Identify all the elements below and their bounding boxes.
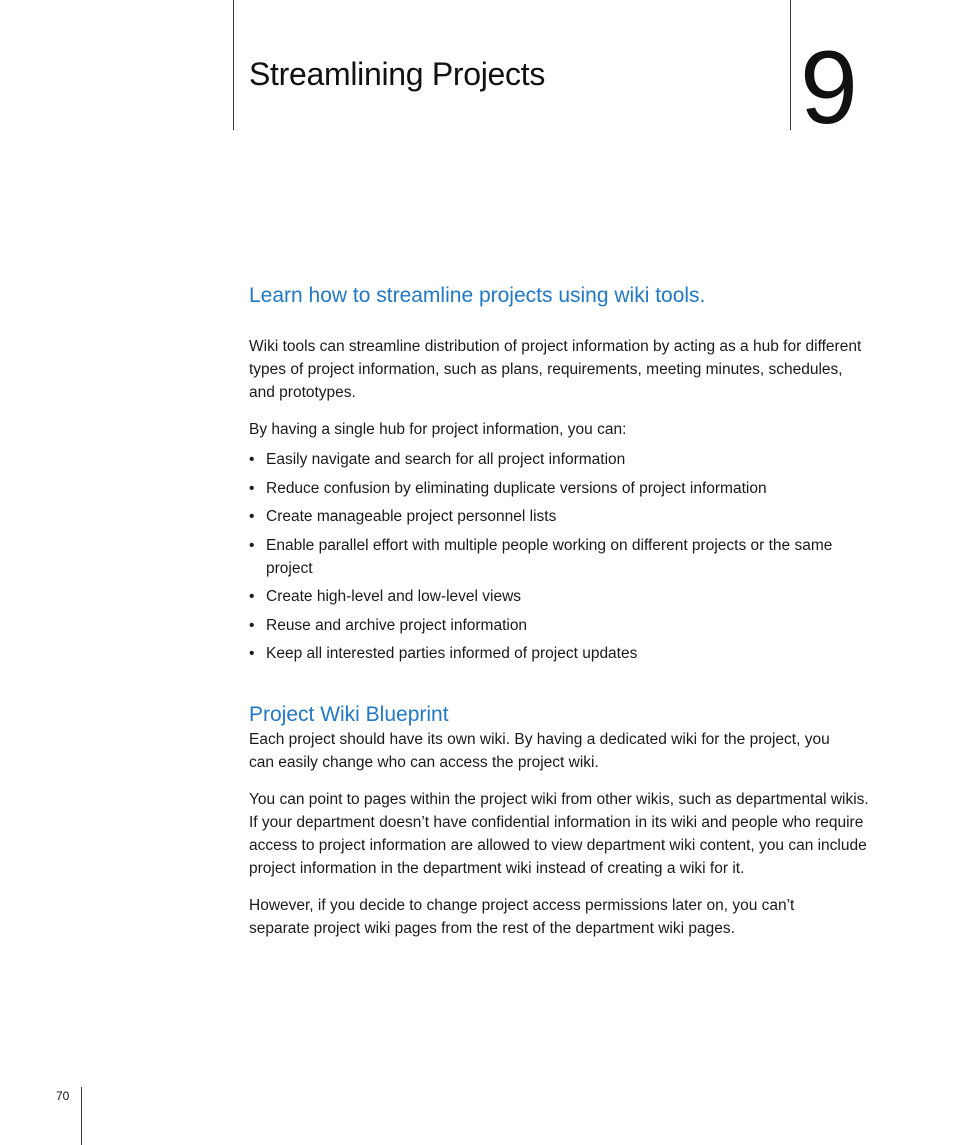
list-item bbox=[249, 642, 846, 665]
list-item bbox=[249, 585, 846, 608]
chapter-left-rule bbox=[233, 0, 234, 130]
list-item-text: Reduce confusion by eliminating duplicate versions of project information bbox=[266, 479, 767, 497]
section-paragraph: Each project should have its own wiki. By having a dedicated wiki for the project, you can easily change who can access the project wiki. bbox=[249, 731, 830, 771]
chapter-number: 9 bbox=[800, 30, 858, 146]
intro-paragraph: Wiki tools can streamline distribution of project information by acting as a hub for different types of project information, such as plans, requirements, meeting minutes, schedules, and prototypes. bbox=[249, 338, 862, 401]
section-paragraph: You can point to pages within the project wiki from other wikis, such as departmental wikis. If your department doesn’t have confidential information in its wiki and people who require access to project information are allowed to view department wiki content, you can include project information in the department wiki instead of creating a wiki for it. bbox=[249, 791, 869, 877]
bullet-glyph: • bbox=[249, 645, 255, 662]
list-item-text: Reuse and archive project information bbox=[266, 616, 528, 634]
chapter-right-rule bbox=[790, 0, 791, 130]
page-number: 70 bbox=[56, 1089, 70, 1103]
bullet-glyph: • bbox=[249, 479, 255, 497]
list-item-text: Create manageable project personnel lists bbox=[266, 508, 557, 525]
list-item-text: Enable parallel effort with multiple people working on different projects or the same project bbox=[266, 536, 833, 577]
bullet-glyph: • bbox=[249, 508, 255, 525]
benefits-list bbox=[249, 448, 869, 665]
section-paragraph: However, if you decide to change project access permissions later on, you can’t separate project wiki pages from the rest of the department wiki pages. bbox=[249, 897, 795, 937]
list-item bbox=[249, 534, 846, 580]
intro-heading: Learn how to streamline projects using wiki tools. bbox=[249, 284, 706, 307]
intro-lead-in: By having a single hub for project information, you can: bbox=[249, 421, 627, 438]
list-item bbox=[249, 505, 846, 528]
list-item-text: Keep all interested parties informed of project updates bbox=[266, 645, 638, 662]
list-item bbox=[249, 614, 846, 637]
list-item-text: Easily navigate and search for all project information bbox=[266, 451, 626, 468]
bullet-glyph: • bbox=[249, 451, 255, 468]
section-heading: Project Wiki Blueprint bbox=[249, 703, 449, 726]
bullet-glyph: • bbox=[249, 616, 255, 634]
chapter-title: Streamlining Projects bbox=[249, 56, 546, 92]
bullet-glyph: • bbox=[249, 536, 255, 554]
list-item bbox=[249, 448, 846, 471]
bullet-glyph: • bbox=[249, 588, 255, 605]
footer-rule bbox=[81, 1087, 82, 1145]
list-item-text: Create high-level and low-level views bbox=[266, 588, 522, 605]
list-item bbox=[249, 477, 846, 500]
page-content bbox=[249, 282, 869, 954]
